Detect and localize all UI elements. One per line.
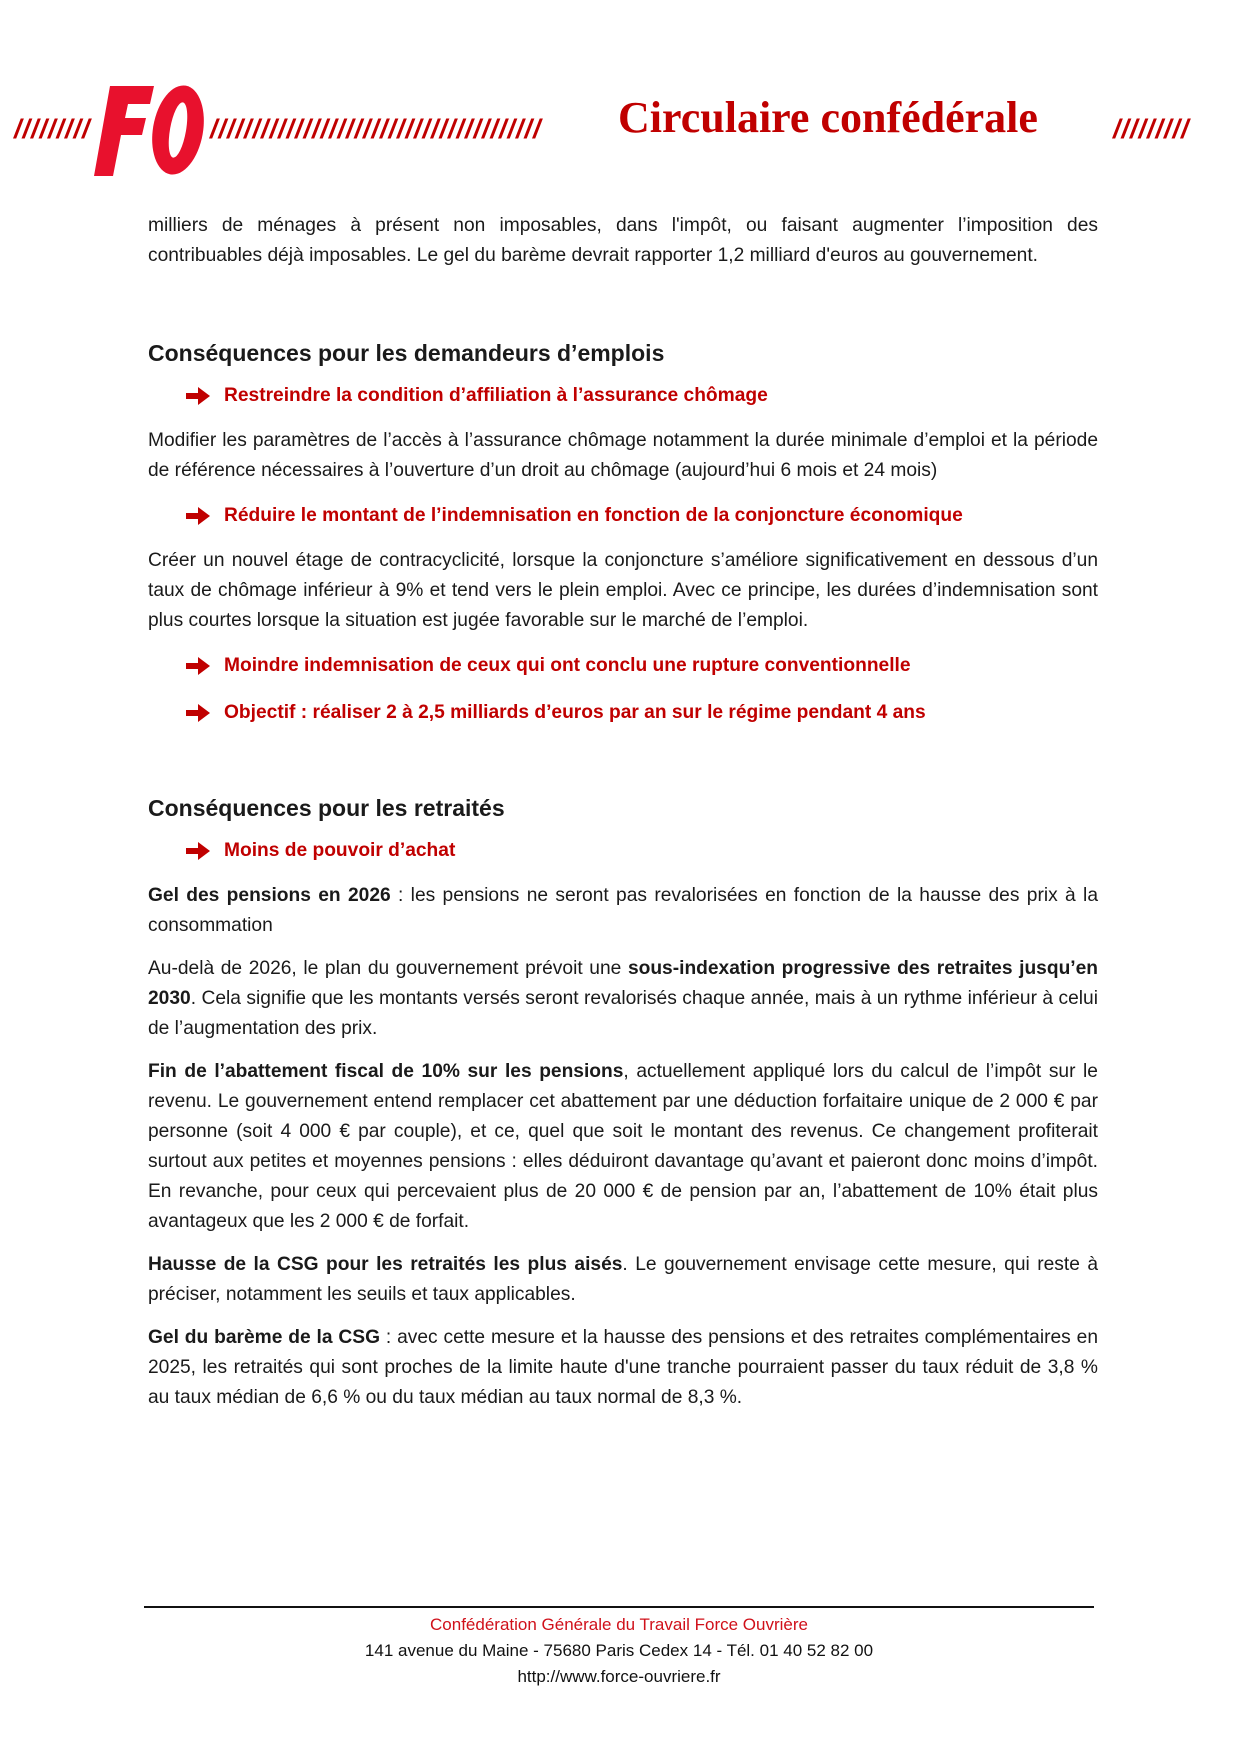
body-text: : avec cette mesure et la hausse des pensions et des retraites complémentaires en 2025, les retraités qui sont proches de la limite haute d'une tranche pourraient passer du taux réduit de 3,8 % au taux médian de 6,6 % ou du taux médian au taux normal de 8,3 %. [148,1327,1098,1408]
bullet-label: Moins de pouvoir d’achat [224,840,456,861]
bullet-rupture [186,649,1098,683]
paragraph-bareme-csg [148,1323,1098,1413]
bullet-label: Moindre indemnisation de ceux qui ont conclu une rupture conventionnelle [224,655,911,676]
footer-address: 141 avenue du Maine - 75680 Paris Cedex 14 - Tél. 01 40 52 82 00 [364,1641,874,1660]
paragraph-gel-pensions [148,881,1098,941]
bullet-pouvoir-achat [186,834,1098,868]
decorative-slashes-middle: /////////////////////////////////////// [210,114,542,144]
document-footer [144,1612,1094,1690]
decorative-slashes-right: ///////// [1113,114,1190,144]
right-arrow-icon [186,386,210,406]
bold-lead: Hausse de la CSG pour les retraités les plus aisés [148,1254,623,1275]
bullet-indemnisation [186,499,1098,533]
fo-logo [92,80,210,180]
bold-lead: Fin de l’abattement fiscal de 10% sur les pensions [148,1061,624,1082]
bold-lead: Gel des pensions en 2026 [148,885,391,906]
bullet-affiliation [186,379,1098,413]
intro-paragraph: milliers de ménages à présent non imposables, dans l'impôt, ou faisant augmenter l’imposition des contribuables déjà imposables. Le gel du barème devrait rapporter 1,2 milliard d'euros au gouvernement. [148,215,1098,266]
body-text: : les pensions ne seront pas revalorisées en fonction de la hausse des prix à la consommation [148,885,1098,936]
bullet-label: Objectif : réaliser 2 à 2,5 milliards d’euros par an sur le régime pendant 4 ans [224,702,926,723]
bold-emphasis: sous-indexation progressive des retraites jusqu’en 2030 [148,958,1099,1009]
bullet-label: Réduire le montant de l’indemnisation en fonction de la conjoncture économique [224,505,963,526]
right-arrow-icon [186,506,210,526]
decorative-slashes-left: ///////// [14,114,91,144]
right-arrow-icon [186,656,210,676]
footer-divider [144,1606,1094,1608]
right-arrow-icon [186,841,210,861]
body-text: . Le gouvernement envisage cette mesure, qui reste à préciser, notamment les seuils et taux applicables. [148,1254,1098,1305]
paragraph-abattement [148,1057,1098,1237]
paragraph-hausse-csg [148,1250,1098,1310]
page-title: Circulaire confédérale [618,93,1038,142]
section-heading-retraites: Conséquences pour les retraités [148,795,505,821]
paragraph-affiliation: Modifier les paramètres de l’accès à l’assurance chômage notamment la durée minimale d’emploi et la période de référence nécessaires à l’ouverture d’un droit au chômage (aujourd’hui 6 mois et 24 mois) [148,430,1098,481]
bullet-label: Restreindre la condition d’affiliation à l’assurance chômage [224,385,768,406]
footer-organization: Confédération Générale du Travail Force Ouvrière [430,1615,808,1634]
right-arrow-icon [186,703,210,723]
body-text: Au-delà de 2026, le plan du gouvernement prévoit une [148,958,628,979]
document-body [148,211,1098,1426]
paragraph-sous-indexation [148,954,1098,1044]
body-text: , actuellement appliqué lors du calcul de l’impôt sur le revenu. Le gouvernement entend remplacer cet abattement par une déduction forfaitaire unique de 2 000 € par personne (soit 4 000 € par couple), et ce, quel que soit le montant des revenus. Ce changement profiterait surtout aux petites et moyennes pensions : elles déduiront davantage qu’avant et paieront donc moins d’impôt. En revanche, pour ceux qui percevaient plus de 20 000 € de pension par an, l’abattement de 10% était plus avantageux que les 2 000 € de forfait. [148,1061,1098,1232]
body-text: . Cela signifie que les montants versés seront revalorisés chaque année, mais à un rythme inférieur à celui de l’augmentation des prix. [148,988,1098,1039]
bullet-objectif [186,696,1098,730]
document-header [0,70,1240,190]
section-heading-chomage: Conséquences pour les demandeurs d’emplois [148,340,665,366]
bold-lead: Gel du barème de la CSG [148,1327,380,1348]
footer-website-link[interactable]: http://www.force-ouvriere.fr [517,1667,721,1686]
paragraph-contracyclicite: Créer un nouvel étage de contracyclicité, lorsque la conjoncture s’améliore significativement en dessous d’un taux de chômage inférieur à 9% et tend vers le plein emploi. Avec ce principe, les durées d’indemnisation sont plus courtes lorsque la situation est jugée favorable sur le marché de l’emploi. [148,550,1098,631]
